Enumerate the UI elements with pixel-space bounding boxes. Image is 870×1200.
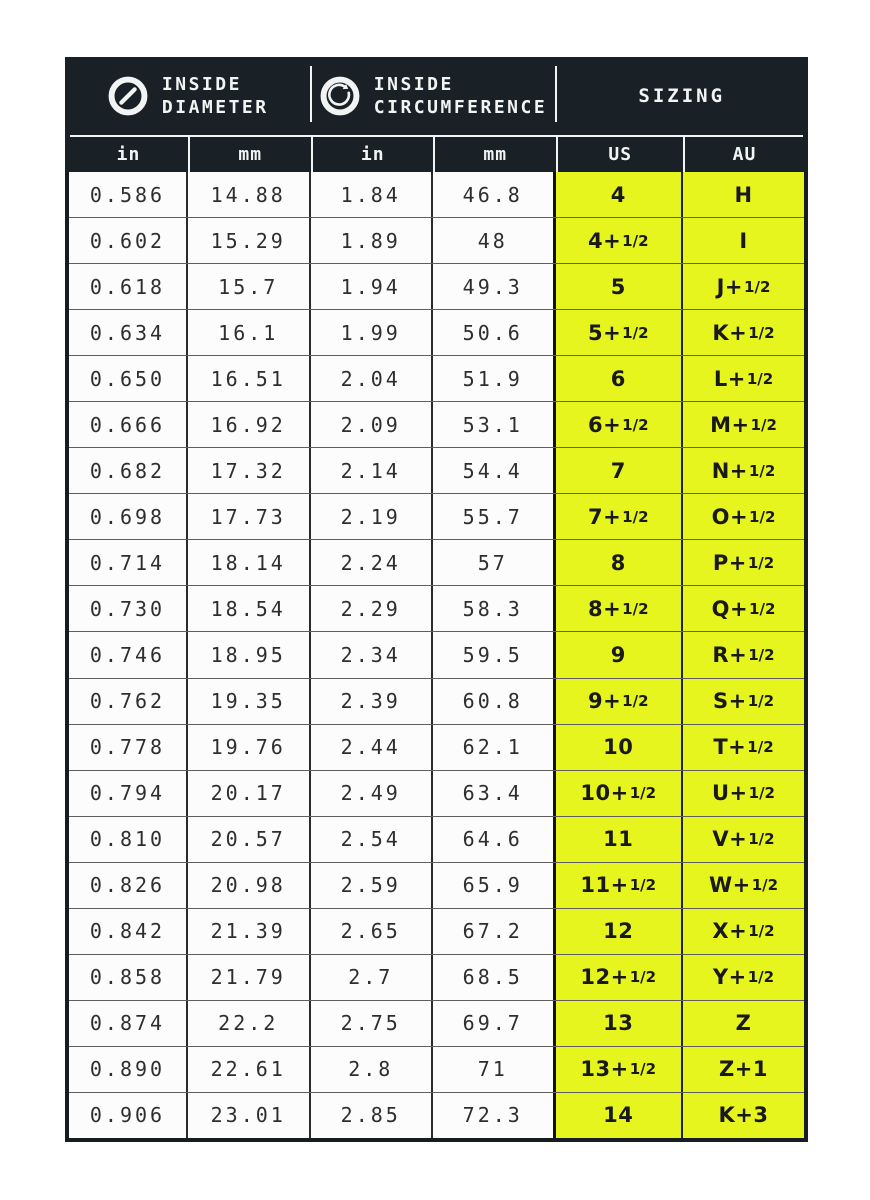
column-header-diameter-mm: mm [188,137,311,172]
diameter-in-cell: 0.650 [69,356,188,401]
table-row [69,585,804,631]
diameter-in-cell: 0.874 [69,1001,188,1046]
circumference-in-cell: 1.99 [311,310,434,355]
diameter-mm-cell: 19.76 [188,725,311,770]
us-size-cell: 6+ 1/2 [556,402,684,447]
column-header-circumference-mm: mm [433,137,556,172]
table-body [65,172,808,1142]
diameter-in-cell: 0.794 [69,771,188,816]
table-row [69,678,804,724]
circumference-in-cell: 2.24 [311,540,434,585]
us-size-cell: 4+ 1/2 [556,218,684,263]
header-group-sizing [556,57,809,135]
circumference-mm-cell: 49.3 [433,264,556,309]
au-size-cell: J+ 1/2 [683,264,804,309]
us-size-cell: 10+ 1/2 [556,771,684,816]
diameter-in-cell: 0.906 [69,1093,188,1138]
table-row [69,631,804,677]
table-row [69,309,804,355]
diameter-mm-cell: 20.98 [188,863,311,908]
diameter-mm-cell: 15.29 [188,218,311,263]
table-row [69,401,804,447]
table-row [69,770,804,816]
diameter-in-cell: 0.810 [69,817,188,862]
diameter-mm-cell: 17.32 [188,448,311,493]
us-size-cell: 11 [556,817,684,862]
circumference-in-cell: 2.7 [311,955,434,1000]
table-row [69,539,804,585]
circumference-mm-cell: 57 [433,540,556,585]
diameter-mm-cell: 16.92 [188,402,311,447]
diameter-in-cell: 0.730 [69,586,188,631]
column-header-diameter-in: in [116,144,141,165]
column-header-au-size: AU [683,137,804,172]
circumference-mm-cell: 63.4 [433,771,556,816]
diameter-in-cell: 0.698 [69,494,188,539]
circumference-in-cell: 2.85 [311,1093,434,1138]
circumference-in-cell: 2.04 [311,356,434,401]
us-size-cell: 14 [556,1093,684,1138]
diameter-in-cell: 0.890 [69,1047,188,1092]
diameter-in-cell: 0.858 [69,955,188,1000]
au-size-cell: M+ 1/2 [683,402,804,447]
circumference-mm-cell: 46.8 [433,172,556,217]
circumference-mm-cell: 50.6 [433,310,556,355]
diameter-mm-cell: 20.57 [188,817,311,862]
diameter-in-cell: 0.666 [69,402,188,447]
table-row [69,816,804,862]
header-group-label: INSIDE CIRCUMFERENCE [373,73,548,118]
us-size-cell: 12 [556,909,684,954]
circumference-in-cell: 2.54 [311,817,434,862]
us-size-cell: 9+ 1/2 [556,679,684,724]
header-group-label: INSIDE DIAMETER [161,73,269,118]
circumference-mm-cell: 62.1 [433,725,556,770]
diameter-mm-cell: 18.14 [188,540,311,585]
table-row [69,1000,804,1046]
au-size-cell: Y+ 1/2 [683,955,804,1000]
circumference-in-cell: 2.19 [311,494,434,539]
us-size-cell: 7+ 1/2 [556,494,684,539]
circumference-in-cell: 2.44 [311,725,434,770]
au-size-cell: Z [683,1001,804,1046]
circumference-in-cell: 2.14 [311,448,434,493]
circumference-in-cell: 2.59 [311,863,434,908]
us-size-cell: 9 [556,632,684,677]
us-size-cell: 8 [556,540,684,585]
au-size-cell: Q+ 1/2 [683,586,804,631]
diameter-mm-cell: 17.73 [188,494,311,539]
header-group-inside-circumference [311,57,556,135]
circumference-mm-cell: 59.5 [433,632,556,677]
circumference-mm-cell: 64.6 [433,817,556,862]
circumference-mm-cell: 69.7 [433,1001,556,1046]
circumference-mm-cell: 67.2 [433,909,556,954]
us-size-cell: 4 [556,172,684,217]
circumference-in-cell: 2.65 [311,909,434,954]
us-size-cell: 6 [556,356,684,401]
au-size-cell: Z+1 [683,1047,804,1092]
circumference-in-cell: 2.39 [311,679,434,724]
au-size-cell: K+3 [683,1093,804,1138]
us-size-cell: 5 [556,264,684,309]
column-header-circumference-in: in [311,137,434,172]
circumference-in-cell: 1.89 [311,218,434,263]
au-size-cell: S+ 1/2 [683,679,804,724]
circumference-mm-cell: 58.3 [433,586,556,631]
au-size-cell: U+ 1/2 [683,771,804,816]
diameter-mm-cell: 20.17 [188,771,311,816]
diameter-mm-cell: 22.2 [188,1001,311,1046]
header-group-inside-diameter [65,57,311,135]
us-size-cell: 13 [556,1001,684,1046]
au-size-cell: V+ 1/2 [683,817,804,862]
table-row [69,217,804,263]
ring-size-chart [65,57,808,1142]
circumference-mm-cell: 53.1 [433,402,556,447]
au-size-cell: K+ 1/2 [683,310,804,355]
table-row [69,1092,804,1138]
us-size-cell: 11+ 1/2 [556,863,684,908]
us-size-cell: 10 [556,725,684,770]
diameter-mm-cell: 14.88 [188,172,311,217]
circumference-mm-cell: 71 [433,1047,556,1092]
table-row [69,263,804,309]
us-size-cell: 8+ 1/2 [556,586,684,631]
diameter-mm-cell: 18.95 [188,632,311,677]
table-row [69,862,804,908]
circumference-in-cell: 2.8 [311,1047,434,1092]
diameter-in-cell: 0.778 [69,725,188,770]
circumference-in-cell: 1.84 [311,172,434,217]
diameter-mm-cell: 21.39 [188,909,311,954]
diameter-mm-cell: 22.61 [188,1047,311,1092]
table-row [69,447,804,493]
au-size-cell: L+ 1/2 [683,356,804,401]
diameter-mm-cell: 15.7 [188,264,311,309]
diameter-mm-cell: 16.1 [188,310,311,355]
au-size-cell: X+ 1/2 [683,909,804,954]
header-group-label: SIZING [638,84,726,107]
circumference-in-cell: 2.29 [311,586,434,631]
circumference-mm-cell: 51.9 [433,356,556,401]
au-size-cell: T+ 1/2 [683,725,804,770]
circumference-in-cell: 2.34 [311,632,434,677]
diameter-in-cell: 0.682 [69,448,188,493]
diameter-mm-cell: 16.51 [188,356,311,401]
table-row [69,908,804,954]
diameter-mm-cell: 23.01 [188,1093,311,1138]
circumference-in-cell: 2.75 [311,1001,434,1046]
au-size-cell: I [683,218,804,263]
diameter-in-cell: 0.826 [69,863,188,908]
circumference-mm-cell: 60.8 [433,679,556,724]
au-size-cell: O+ 1/2 [683,494,804,539]
us-size-cell: 13+ 1/2 [556,1047,684,1092]
us-size-cell: 7 [556,448,684,493]
table-row [69,724,804,770]
diameter-in-cell: 0.602 [69,218,188,263]
header-groups-row [65,57,808,135]
circumference-in-cell: 1.94 [311,264,434,309]
circumference-mm-cell: 55.7 [433,494,556,539]
diameter-in-cell: 0.714 [69,540,188,585]
diameter-in-cell: 0.618 [69,264,188,309]
diameter-icon [107,75,149,117]
table-row [69,493,804,539]
circumference-icon [319,75,361,117]
circumference-mm-cell: 72.3 [433,1093,556,1138]
circumference-in-cell: 2.09 [311,402,434,447]
table-row [69,355,804,401]
diameter-in-cell: 0.634 [69,310,188,355]
circumference-mm-cell: 54.4 [433,448,556,493]
table-row [69,172,804,217]
table-row [69,1046,804,1092]
au-size-cell: H [683,172,804,217]
circumference-mm-cell: 68.5 [433,955,556,1000]
units-row [65,137,808,172]
diameter-in-cell: 0.762 [69,679,188,724]
circumference-mm-cell: 48 [433,218,556,263]
column-header-us-size: US [556,137,684,172]
diameter-mm-cell: 19.35 [188,679,311,724]
us-size-cell: 12+ 1/2 [556,955,684,1000]
diameter-mm-cell: 21.79 [188,955,311,1000]
au-size-cell: N+ 1/2 [683,448,804,493]
table-row [69,954,804,1000]
chart-header [65,57,808,172]
diameter-in-cell: 0.842 [69,909,188,954]
circumference-in-cell: 2.49 [311,771,434,816]
au-size-cell: P+ 1/2 [683,540,804,585]
diameter-in-cell: 0.586 [69,172,188,217]
diameter-in-cell: 0.746 [69,632,188,677]
diameter-mm-cell: 18.54 [188,586,311,631]
au-size-cell: R+ 1/2 [683,632,804,677]
us-size-cell: 5+ 1/2 [556,310,684,355]
circumference-mm-cell: 65.9 [433,863,556,908]
au-size-cell: W+ 1/2 [683,863,804,908]
